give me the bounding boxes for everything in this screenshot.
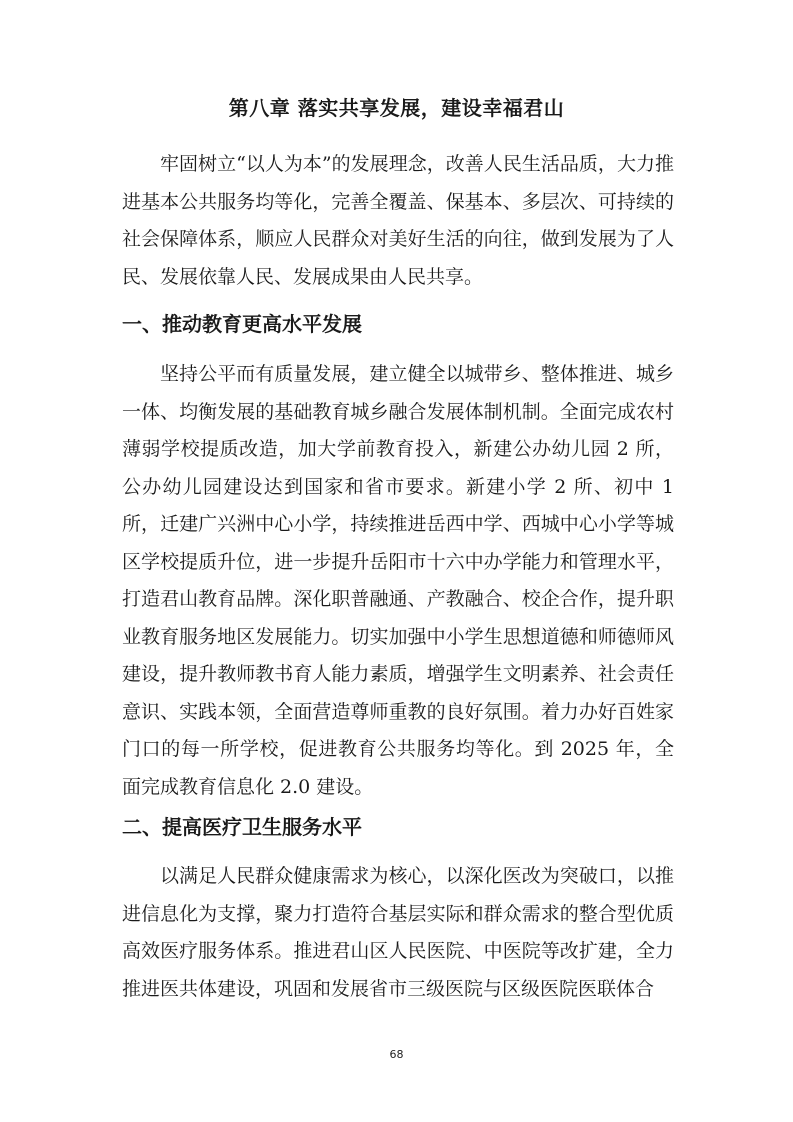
section-heading-medical: 二、提高医疗卫生服务水平 <box>122 815 362 839</box>
intro-paragraph: 牢固树立“以人为本”的发展理念，改善人民生活品质，大力推进基本公共服务均等化，完善全覆盖、保基本、多层次、可持续的社会保障体系，顺应人民群众对美好生活的向往，做到发展为了人民、发展依靠人民、发展成果由人民共享。 <box>122 153 674 288</box>
section-heading-education: 一、推动教育更高水平发展 <box>122 312 362 336</box>
chapter-title: 第八章 落实共享发展，建设幸福君山 <box>228 96 565 120</box>
page-number: 68 <box>389 1048 404 1061</box>
section-body-education: 坚持公平而有质量发展，建立健全以城带乡、整体推进、城乡一体、均衡发展的基础教育城乡融合发展体制机制。全面完成农村薄弱学校提质改造，加大学前教育投入，新建公办幼儿园 2 所，公办幼儿园建设达到国家和省市要求。新建小学 2 所、初中 1 所，迁建广兴洲中心小学，持续推进岳西中学、西城中心小学等城区学校提质升位，进一步提升岳阳市十六中办学能力和管理水平，打造君山教育品牌。深化职普融通、产教融合、校企合作，提升职业教育服务地区发展能力。切实加强中小学生思想道德和师德师风建设，提升教师教书育人能力素质，增强学生文明素养、社会责任意识、实践本领，全面营造尊师重教的良好氛围。着力办好百姓家门口的每一所学校，促进教育公共服务均等化。到 2025 年，全面完成教育信息化 2.0 建设。 <box>122 363 674 798</box>
section-body-medical: 以满足人民群众健康需求为核心，以深化医改为突破口，以推进信息化为支撑，聚力打造符合基层实际和群众需求的整合型优质高效医疗服务体系。推进君山区人民医院、中医院等改扩建，全力推进医共体建设，巩固和发展省市三级医院与区级医院医联体合 <box>122 865 674 1000</box>
